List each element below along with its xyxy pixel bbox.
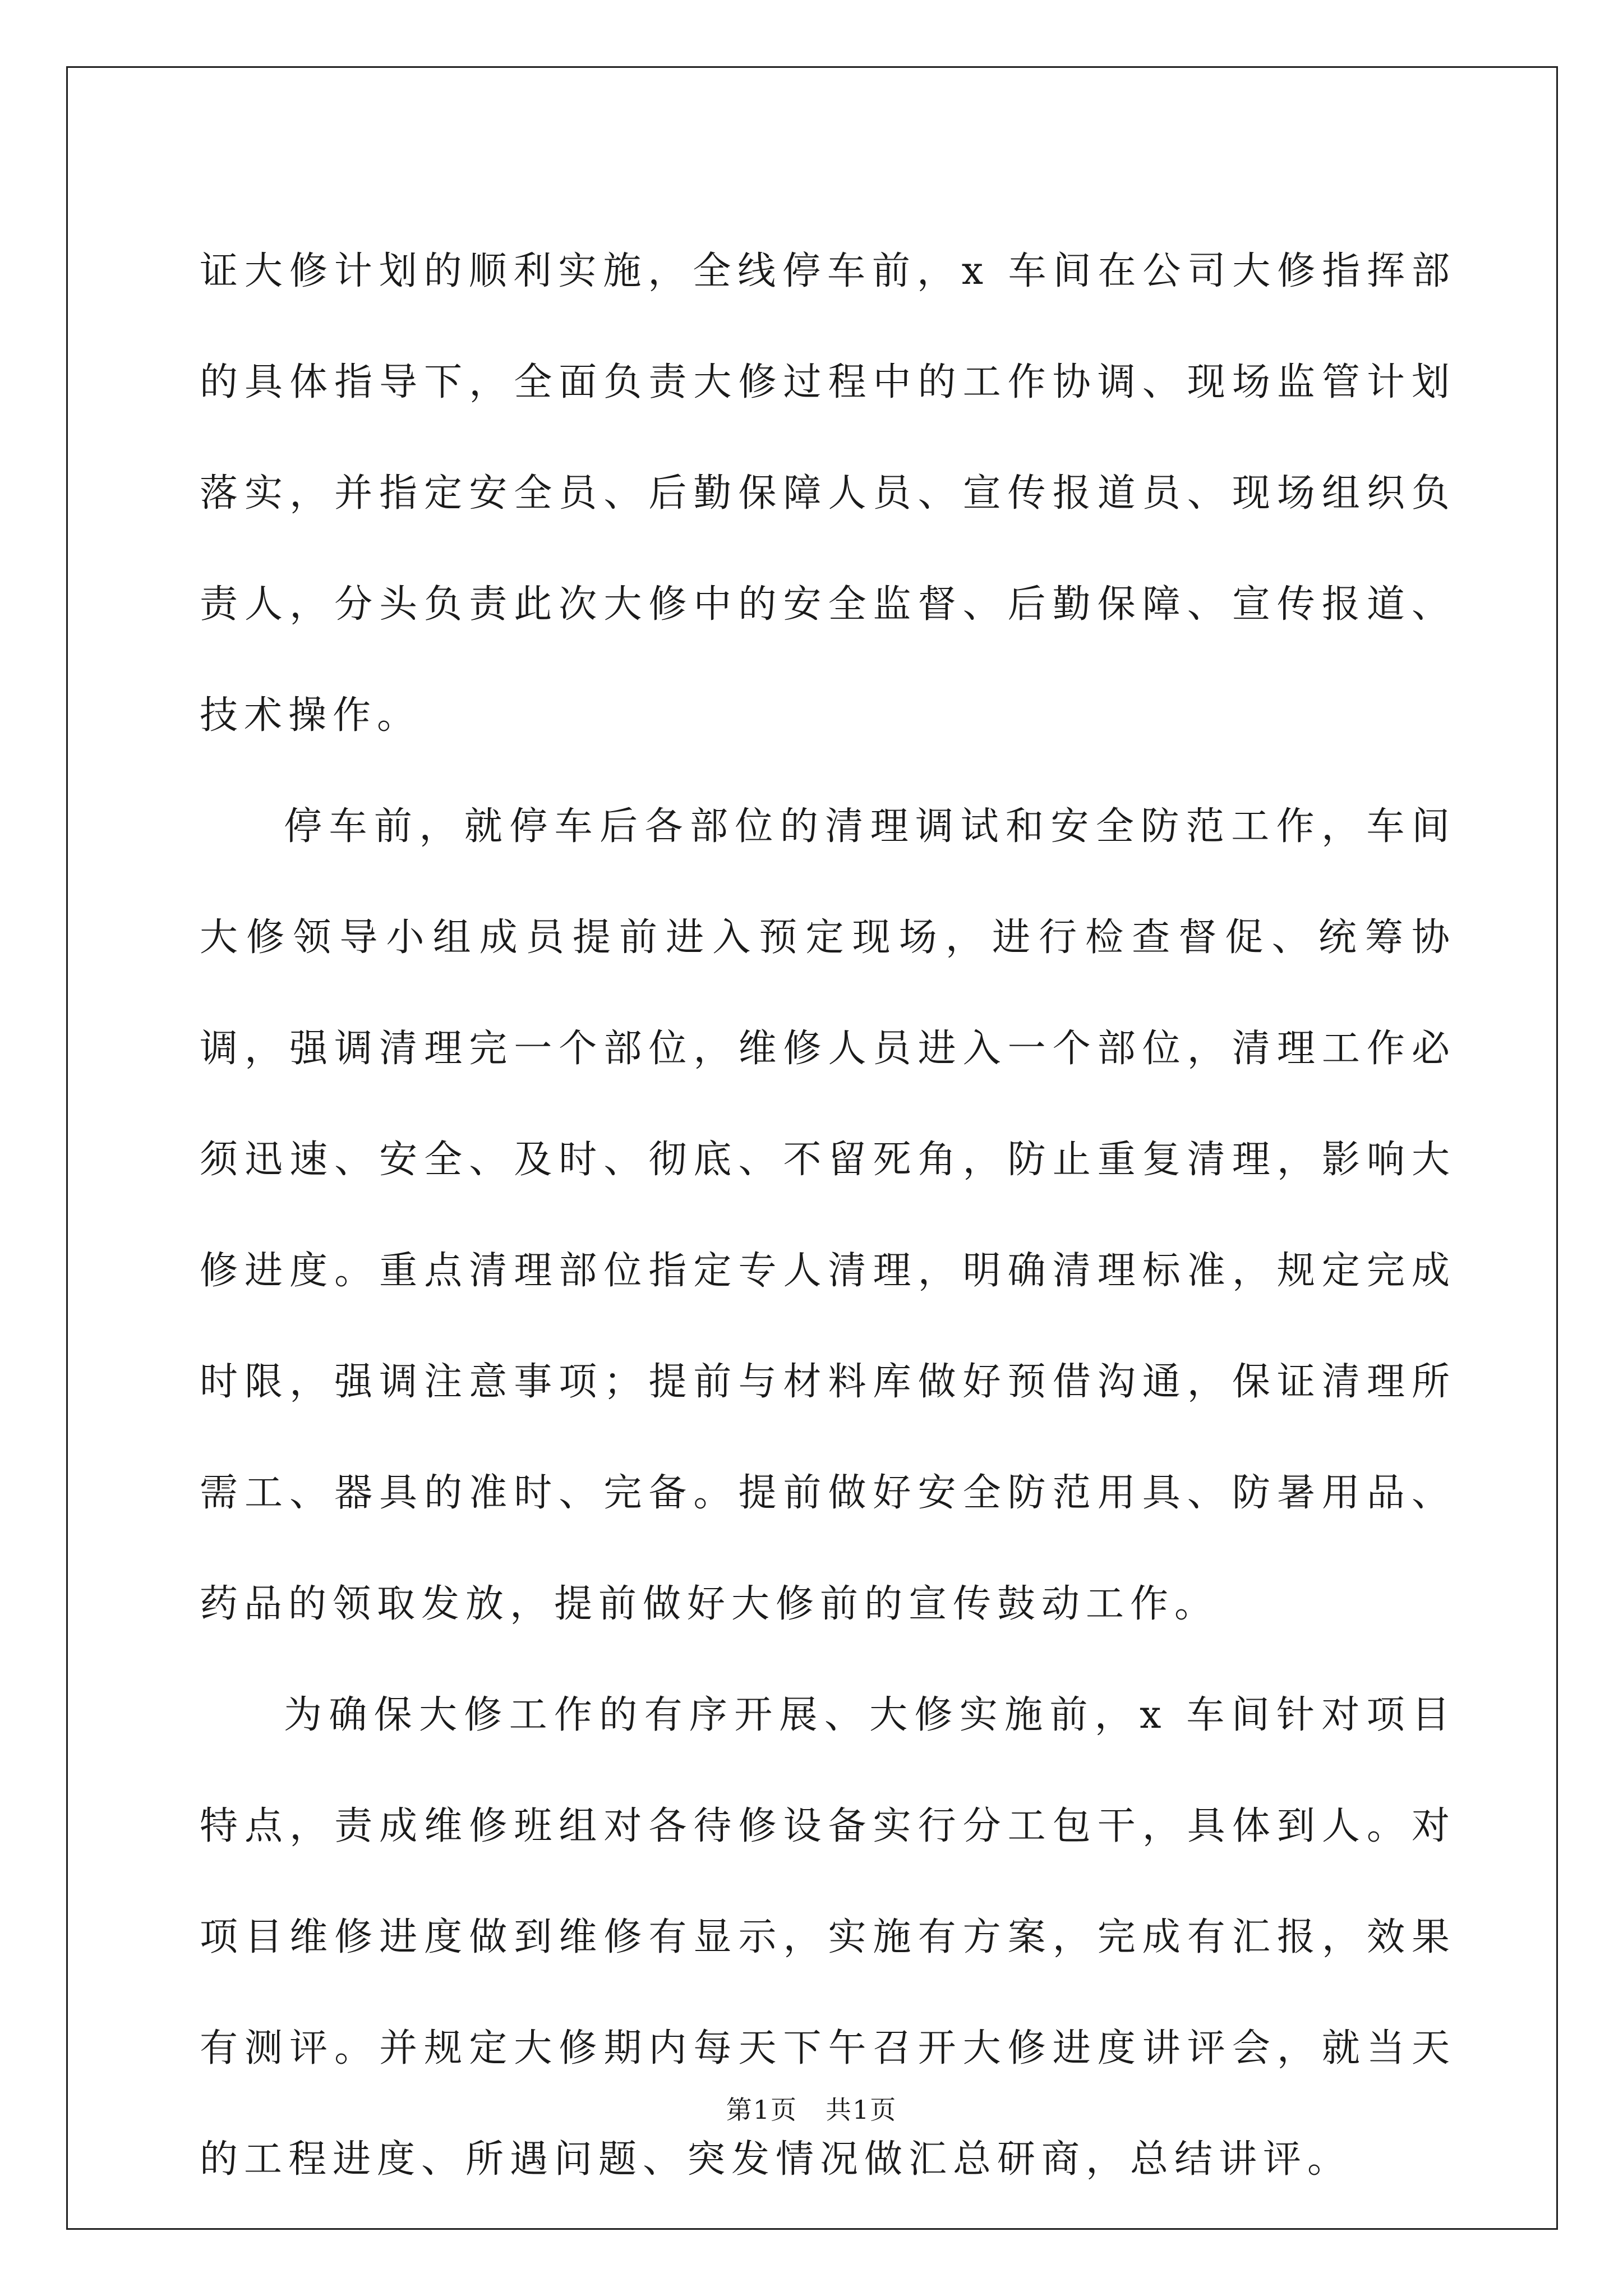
paragraph-3: 为确保大修工作的有序开展、大修实施前，x 车间针对项目特点，责成维修班组对各待修设备实行分工包干，具体到人。对项目维修进度做到维修有显示，实施有方案，完成有汇报，效果有测评。并规定大修期内每天下午召开大修进度讲评会，就当天的工程进度、所遇问题、突发情况做汇总研商，总结讲评。: [200, 1693, 1456, 2182]
paragraph-1: 证大修计划的顺利实施，全线停车前，x 车间在公司大修指挥部的具体指导下，全面负责大修过程中的工作协调、现场监管计划落实，并指定安全员、后勤保障人员、宣传报道员、现场组织负责人，分头负责此次大修中的安全监督、后勤保障、宣传报道、技术操作。: [200, 249, 1456, 738]
page-footer: [0, 2090, 1623, 2127]
page-total: 共1页: [826, 2095, 897, 2125]
paragraph-2: 停车前，就停车后各部位的清理调试和安全防范工作，车间大修领导小组成员提前进入预定现场，进行检查督促、统筹协调，强调清理完一个部位，维修人员进入一个部位，清理工作必须迅速、安全、及时、彻底、不留死角，防止重复清理，影响大修进度。重点清理部位指定专人清理，明确清理标准，规定完成时限，强调注意事项；提前与材料库做好预借沟通，保证清理所需工、器具的准时、完备。提前做好安全防范用具、防暑用品、药品的领取发放，提前做好大修前的宣传鼓动工作。: [200, 804, 1456, 1626]
page-number: 第1页: [726, 2095, 797, 2125]
document-body: [200, 216, 1456, 2215]
